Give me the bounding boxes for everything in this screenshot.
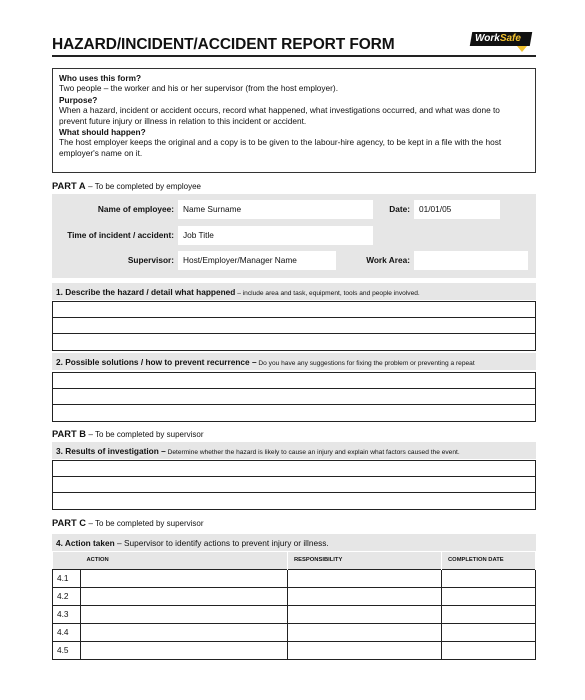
intro-question-who: Who uses this form? (59, 73, 142, 83)
part-a-heading (52, 181, 201, 191)
action-row (53, 605, 536, 623)
action-row-number: 4.5 (53, 641, 81, 659)
answer-line[interactable] (53, 477, 535, 493)
action-row-number: 4.2 (53, 587, 81, 605)
intro-answer-who: Two people – the worker and his or her supervisor (from the host employer). (59, 83, 338, 94)
time-of-incident-label: Time of incident / accident: (67, 230, 174, 240)
action-row (53, 623, 536, 641)
action-row-number: 4.3 (53, 605, 81, 623)
time-of-incident-field[interactable]: Job Title (178, 226, 373, 245)
column-header-completion-date: COMPLETION DATE (442, 552, 536, 569)
answer-line[interactable] (53, 334, 535, 350)
completion-date-cell[interactable] (442, 569, 536, 587)
work-area-label: Work Area: (366, 255, 410, 265)
part-b-label: PART B (52, 429, 86, 439)
employee-name-field[interactable]: Name Surname (178, 200, 373, 219)
section-4-hint: – Supervisor to identify actions to prevent injury or illness. (114, 538, 329, 548)
employee-details-block (52, 194, 536, 278)
responsibility-cell[interactable] (288, 605, 442, 623)
action-row (53, 641, 536, 659)
section-1-title: 1. Describe the hazard / detail what happened (56, 287, 236, 297)
section-3-hint: Determine whether the hazard is likely to cause an injury and explain what factors caused the event. (165, 449, 460, 456)
part-a-label: PART A (52, 181, 86, 191)
responsibility-cell[interactable] (288, 569, 442, 587)
action-row (53, 587, 536, 605)
completion-date-cell[interactable] (442, 641, 536, 659)
intro-question-purpose: Purpose? (59, 94, 98, 105)
answer-line[interactable] (53, 493, 535, 509)
section-4-title: 4. Action taken (56, 538, 115, 548)
column-header-responsibility: RESPONSIBILITY (288, 552, 442, 569)
part-b-desc: – To be completed by supervisor (88, 430, 204, 439)
responsibility-cell[interactable] (288, 641, 442, 659)
action-cell[interactable] (81, 641, 288, 659)
completion-date-cell[interactable] (442, 623, 536, 641)
action-row-number: 4.4 (53, 623, 81, 641)
section-2-answer-lines[interactable] (52, 372, 536, 422)
logo-text (475, 33, 521, 44)
section-2-heading (52, 353, 536, 370)
section-2-hint: Do you have any suggestions for fixing the problem or preventing a repeat (256, 360, 475, 367)
employee-name-label: Name of employee: (97, 204, 174, 214)
date-field[interactable]: 01/01/05 (414, 200, 500, 219)
intro-answer-what: The host employer keeps the original and a copy is to be given to the labour-hire agency, to be kept in a file with the host employer's name on it. (59, 137, 502, 158)
logo-text-safe: Safe (499, 33, 521, 44)
form-title: HAZARD/INCIDENT/ACCIDENT REPORT FORM (52, 36, 395, 53)
intro-box (52, 68, 536, 173)
section-3-title: 3. Results of investigation – (56, 446, 166, 456)
completion-date-cell[interactable] (442, 587, 536, 605)
answer-line[interactable] (53, 389, 535, 405)
answer-line[interactable] (53, 373, 535, 389)
answer-line[interactable] (53, 302, 535, 318)
part-b-heading (52, 429, 204, 439)
answer-line[interactable] (53, 461, 535, 477)
completion-date-cell[interactable] (442, 605, 536, 623)
action-table (52, 552, 536, 660)
column-header-action: ACTION (53, 552, 288, 569)
part-a-desc: – To be completed by employee (88, 182, 201, 191)
part-c-label: PART C (52, 518, 86, 528)
work-area-field[interactable] (414, 251, 528, 270)
section-3-heading (52, 442, 536, 459)
action-row-number: 4.1 (53, 569, 81, 587)
intro-question-what: What should happen? (59, 127, 146, 138)
action-table-header (53, 552, 536, 569)
part-c-desc: – To be completed by supervisor (88, 519, 204, 528)
responsibility-cell[interactable] (288, 587, 442, 605)
supervisor-field[interactable]: Host/Employer/Manager Name (178, 251, 336, 270)
section-1-hint: – include area and task, equipment, tools and people involved. (235, 290, 420, 297)
answer-line[interactable] (53, 318, 535, 334)
section-1-heading (52, 283, 536, 300)
action-cell[interactable] (81, 623, 288, 641)
supervisor-label: Supervisor: (127, 255, 174, 265)
responsibility-cell[interactable] (288, 623, 442, 641)
date-label: Date: (389, 204, 410, 214)
logo-triangle-icon (517, 46, 527, 52)
action-cell[interactable] (81, 605, 288, 623)
action-row (53, 569, 536, 587)
section-2-title: 2. Possible solutions / how to prevent recurrence – (56, 357, 257, 367)
section-4-heading (52, 534, 536, 551)
action-cell[interactable] (81, 587, 288, 605)
intro-answer-purpose: When a hazard, incident or accident occurs, record what happened, what investigations occurred, and what was done to prevent future injury or illness in relation to this incident or accident. (59, 105, 500, 126)
section-1-answer-lines[interactable] (52, 301, 536, 351)
section-3-answer-lines[interactable] (52, 460, 536, 510)
logo-text-work: Work (475, 33, 500, 44)
worksafe-logo (471, 30, 535, 52)
title-divider (52, 55, 536, 57)
action-cell[interactable] (81, 569, 288, 587)
answer-line[interactable] (53, 405, 535, 421)
part-c-heading (52, 518, 204, 528)
